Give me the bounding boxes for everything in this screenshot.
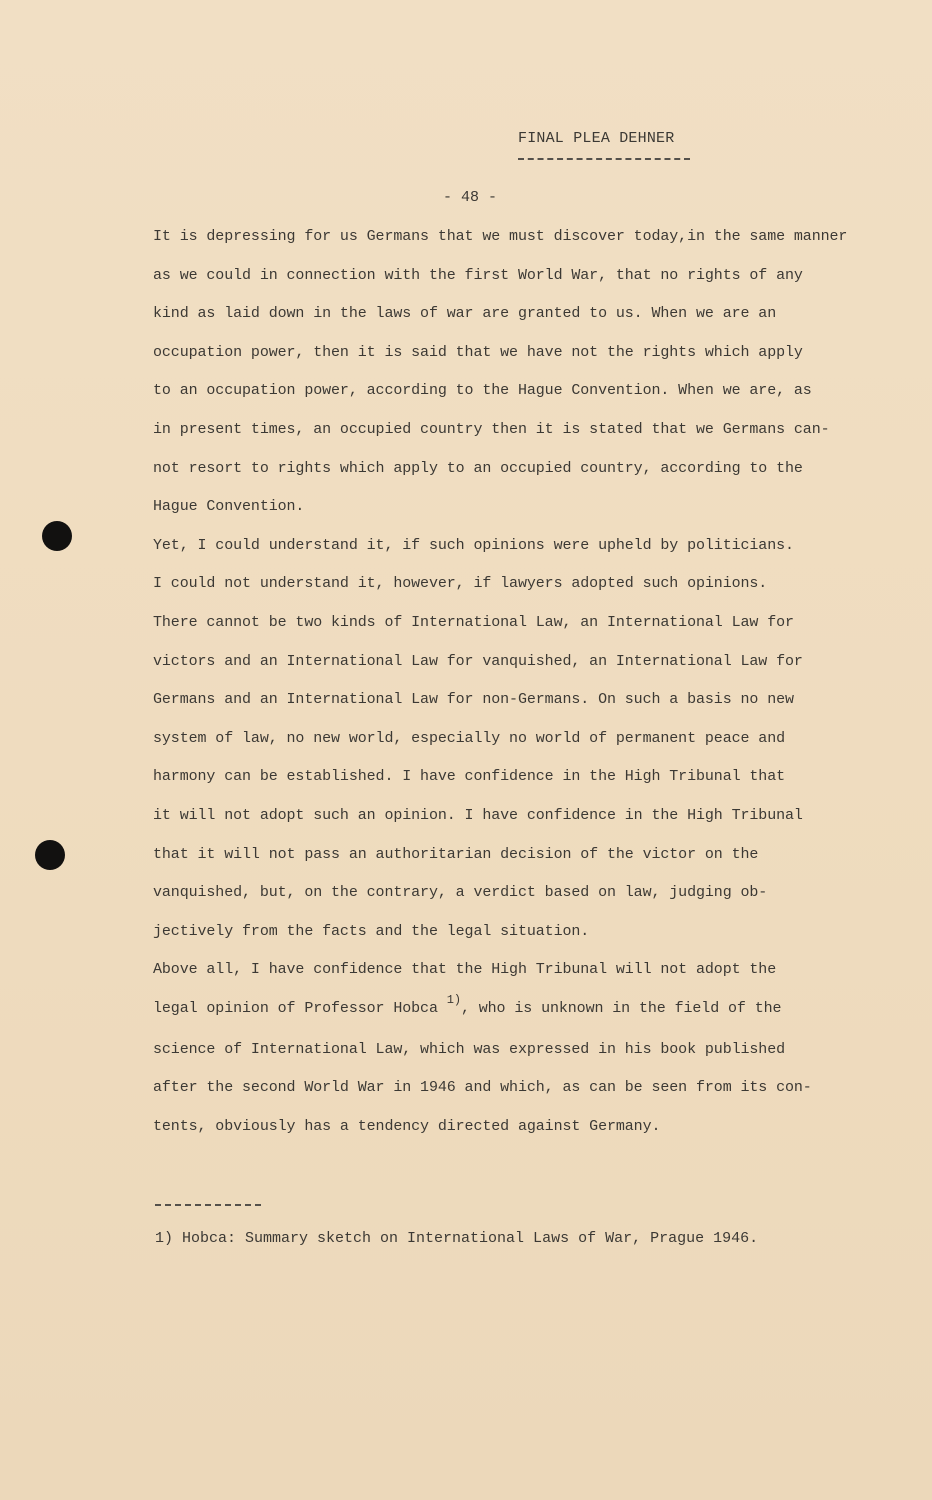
text-line: vanquished, but, on the contrary, a verdict based on law, judging ob- <box>153 884 768 902</box>
text-line: occupation power, then it is said that we have not the rights which apply <box>153 343 803 361</box>
text-line: Yet, I could understand it, if such opinions were upheld by politicians. <box>153 536 794 554</box>
title-underline <box>518 158 690 160</box>
text-line: Above all, I have confidence that the High Tribunal will not adopt the <box>153 961 777 979</box>
text-line: in present times, an occupied country then it is stated that we Germans can- <box>153 420 830 438</box>
punch-hole-top <box>42 521 72 551</box>
text-line: It is depressing for us Germans that we must discover today,in the same manner <box>153 228 848 245</box>
document-title: FINAL PLEA DEHNER <box>518 130 675 147</box>
text-line: Hague Convention. <box>153 498 305 516</box>
text-line: system of law, no new world, especially no world of permanent peace and <box>153 729 786 747</box>
text-line: I could not understand it, however, if lawyers adopted such opinions. <box>153 575 768 593</box>
text-line: There cannot be two kinds of International Law, an International Law for <box>153 613 794 631</box>
text-line: victors and an International Law for vanquished, an International Law for <box>153 652 803 670</box>
text-line: not resort to rights which apply to an occupied country, according to the <box>153 459 803 477</box>
text-line: science of International Law, which was expressed in his book published <box>153 1040 786 1058</box>
page-number: - 48 - <box>443 189 498 206</box>
text-line: as we could in connection with the first World War, that no rights of any <box>153 266 803 284</box>
text-line: tents, obviously has a tendency directed against Germany. <box>153 1118 661 1136</box>
text-line: it will not adopt such an opinion. I have confidence in the High Tribunal <box>153 806 803 824</box>
punch-hole-bottom <box>35 840 65 870</box>
footnote: 1) Hobca: Summary sketch on International Laws of War, Prague 1946. <box>155 1230 759 1247</box>
footnote-marker: 1) <box>446 992 461 1007</box>
text-line: to an occupation power, according to the Hague Convention. When we are, as <box>153 382 812 400</box>
body-text <box>153 226 888 1155</box>
text-line-with-footnote-ref <box>153 992 888 1039</box>
text-line: that it will not pass an authoritarian decision of the victor on the <box>153 845 759 863</box>
text-line: Germans and an International Law for non-Germans. On such a basis no new <box>153 691 794 709</box>
text-line: harmony can be established. I have confidence in the High Tribunal that <box>153 768 786 786</box>
ref-line-before: legal opinion of Professor Hobca <box>153 999 447 1017</box>
footnote-separator <box>155 1204 261 1206</box>
text-line: jectively from the facts and the legal situation. <box>153 922 590 940</box>
text-line: kind as laid down in the laws of war are granted to us. When we are an <box>153 305 777 323</box>
ref-line-after: , who is unknown in the field of the <box>460 999 782 1017</box>
text-line: after the second World War in 1946 and which, as can be seen from its con- <box>153 1079 812 1097</box>
